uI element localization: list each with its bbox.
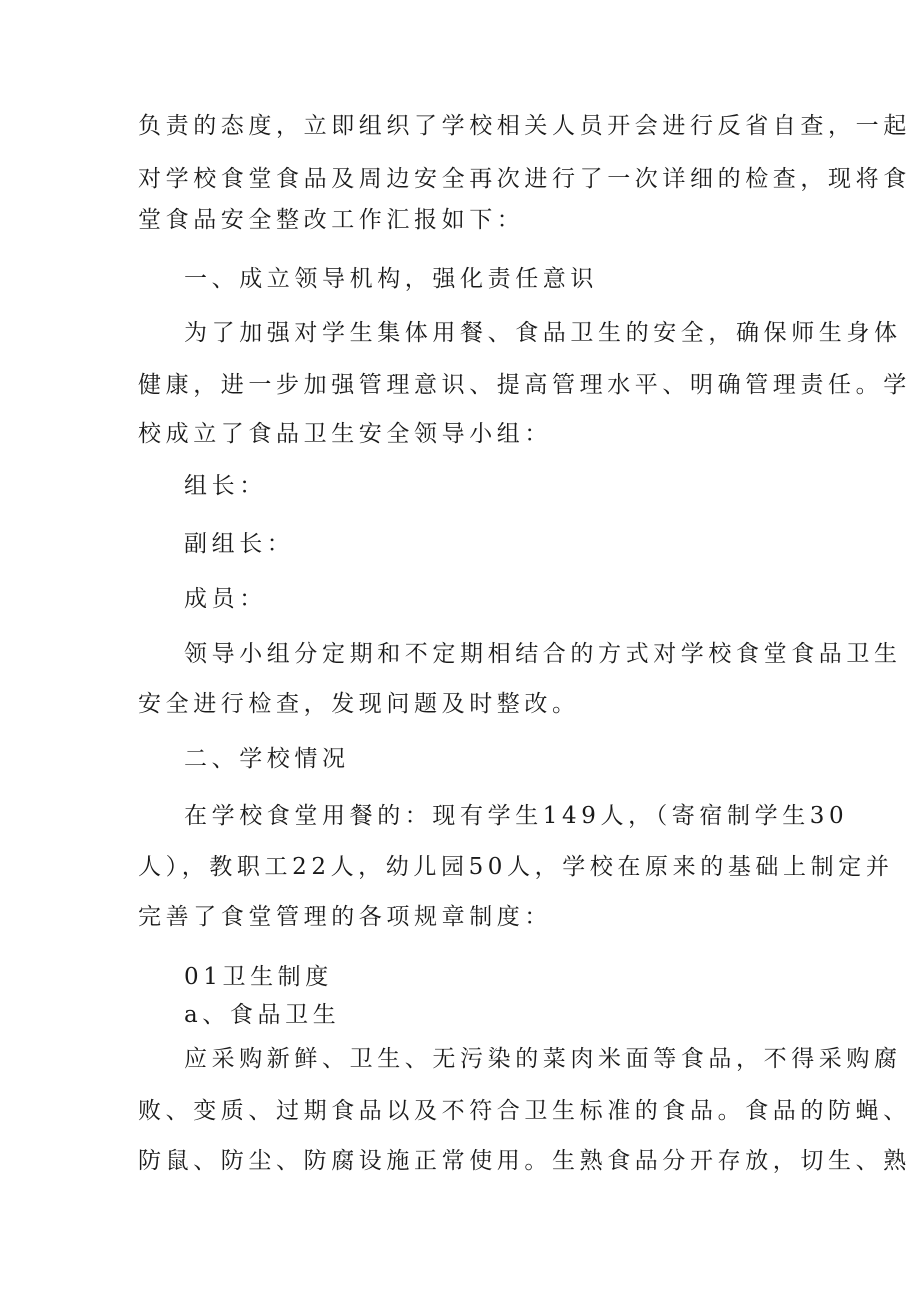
section-heading: 二、学校情况 [184, 746, 350, 772]
paragraph-line: 安全进行检查，发现问题及时整改。 [138, 691, 580, 717]
subsection-heading: a、食品卫生 [184, 1002, 341, 1028]
members-label: 成员： [184, 586, 267, 612]
paragraph-line: 对学校食堂食品及周边安全再次进行了一次详细的检查，现将食 [138, 166, 911, 192]
paragraph-line: 健康，进一步加强管理意识、提高管理水平、明确管理责任。学 [138, 372, 911, 398]
paragraph-line: 为了加强对学生集体用餐、食品卫生的安全，确保师生身体 [184, 320, 902, 346]
paragraph-line: 领导小组分定期和不定期相结合的方式对学校食堂食品卫生 [184, 641, 902, 667]
group-leader-label: 组长： [184, 473, 267, 499]
paragraph-line: 完善了食堂管理的各项规章制度： [138, 904, 552, 930]
paragraph-line: 防鼠、防尘、防腐设施正常使用。生熟食品分开存放，切生、熟 [138, 1148, 911, 1174]
paragraph-line: 堂食品安全整改工作汇报如下： [138, 207, 525, 233]
section-heading: 一、成立领导机构，强化责任意识 [184, 266, 598, 292]
subsection-heading: 01卫生制度 [184, 964, 333, 990]
paragraph-line: 败、变质、过期食品以及不符合卫生标准的食品。食品的防蝇、 [138, 1098, 911, 1124]
paragraph-line: 在学校食堂用餐的：现有学生149人，（寄宿制学生30 [184, 803, 849, 829]
paragraph-line: 人），教职工22人，幼儿园50人，学校在原来的基础上制定并 [138, 854, 894, 880]
paragraph-line: 负责的态度，立即组织了学校相关人员开会进行反省自查，一起 [138, 113, 911, 139]
paragraph-line: 校成立了食品卫生安全领导小组： [138, 421, 552, 447]
deputy-leader-label: 副组长： [184, 531, 295, 557]
paragraph-line: 应采购新鲜、卫生、无污染的菜肉米面等食品，不得采购腐 [184, 1046, 902, 1072]
